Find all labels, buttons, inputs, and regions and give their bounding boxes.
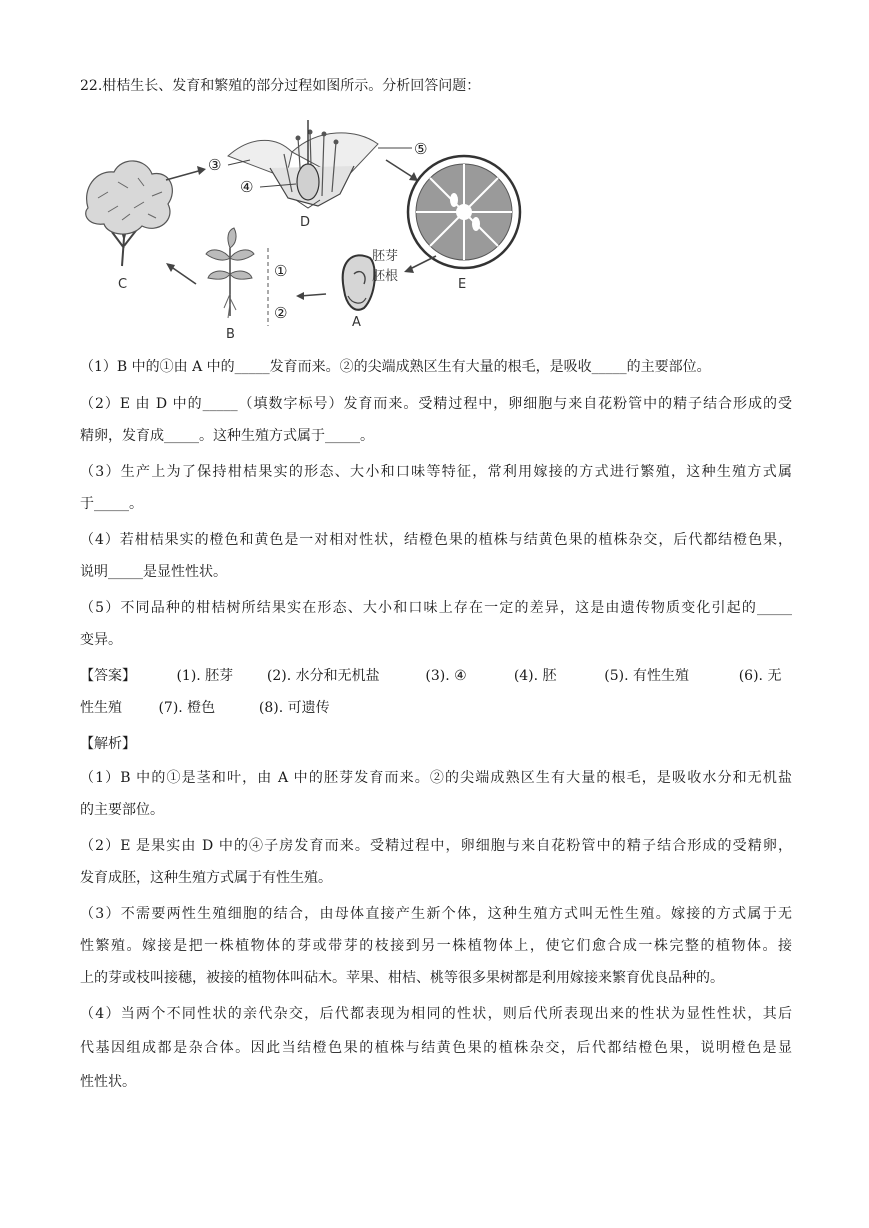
- answer-item-3: (3). ④: [425, 668, 467, 684]
- question-4-line-1: （4）若柑桔果实的橙色和黄色是一对相对性状，结橙色果的植株与结黄色果的植株杂交，后代都结橙色果，: [80, 532, 792, 548]
- answer-item-2: (2). 水分和无机盐: [266, 668, 380, 684]
- answer-item-1: (1). 胚芽: [176, 668, 234, 684]
- analysis-4-line-2: 代基因组成都是杂合体。因此当结橙色果的植株与结黄色果的植株杂交，后代都结橙色果，说明橙色是显: [80, 1040, 792, 1056]
- label-embryo-root: 胚根: [372, 269, 399, 284]
- label-e: E: [458, 277, 467, 292]
- label-a: A: [352, 315, 361, 330]
- answer-item-6: (6). 无: [738, 668, 782, 684]
- answer-item-4: (4). 胚: [513, 668, 557, 684]
- question-2-line-1: （2）E 由 D 中的_____（填数字标号）发育而来。受精过程中，卵细胞与来自花粉管中的精子结合形成的受: [80, 396, 792, 412]
- question-3-line-2: 于_____。: [80, 496, 143, 512]
- analysis-3-line-2: 性繁殖。嫁接是把一株植物体的芽或带芽的枝接到另一株植物体上，使它们愈合成一株完整的植物体。接: [80, 938, 792, 954]
- analysis-4-line-1: （4）当两个不同性状的亲代杂交，后代都表现为相同的性状，则后代所表现出来的性状为显性性状，其后: [80, 1006, 792, 1022]
- seed-illustration: [343, 255, 375, 309]
- answer-item-8: (8). 可遗传: [258, 700, 330, 716]
- answer-item-6-cont: 性生殖: [80, 700, 122, 716]
- citrus-life-cycle-figure: [78, 108, 548, 340]
- seedling-illustration: [206, 228, 268, 326]
- analysis-2-line-1: （2）E 是果实由 D 中的④子房发育而来。受精过程中，卵细胞与来自花粉管中的精子结合形成的受精卵，: [80, 838, 792, 854]
- answer-line-2: [80, 698, 792, 718]
- analysis-4-line-3: 性性状。: [80, 1074, 136, 1090]
- analysis-1-line-2: 的主要部位。: [80, 802, 164, 818]
- analysis-3-line-1: （3）不需要两性生殖细胞的结合，由母体直接产生新个体，这种生殖方式叫无性生殖。嫁接的方式属于无: [80, 906, 792, 922]
- question-2-line-2: 精卵，发育成_____。这种生殖方式属于_____。: [80, 428, 374, 444]
- question-5-line-2: 变异。: [80, 632, 122, 648]
- analysis-2-line-2: 发育成胚，这种生殖方式属于有性生殖。: [80, 870, 332, 886]
- tree-illustration: [86, 161, 173, 266]
- question-title: 22.柑桔生长、发育和繁殖的部分过程如图所示。分析回答问题：: [80, 78, 481, 94]
- label-n3: ③: [208, 156, 222, 174]
- question-1: （1）B 中的①由 A 中的_____发育而来。②的尖端成熟区生有大量的根毛，是吸收_____的主要部位。: [80, 359, 711, 375]
- label-c: C: [118, 277, 128, 292]
- label-n1: ①: [274, 262, 288, 280]
- question-4-line-2: 说明_____是显性性状。: [80, 564, 227, 580]
- answer-item-5: (5). 有性生殖: [604, 668, 689, 684]
- label-n2: ②: [274, 304, 288, 322]
- analysis-1-line-1: （1）B 中的①是茎和叶，由 A 中的胚芽发育而来。②的尖端成熟区生有大量的根毛，是吸收水分和无机盐: [80, 770, 792, 786]
- analysis-label: 【解析】: [80, 736, 136, 752]
- answer-line-1: [80, 666, 792, 686]
- question-3-line-1: （3）生产上为了保持柑桔果实的形态、大小和口味等特征，常利用嫁接的方式进行繁殖，这种生殖方式属: [80, 464, 792, 480]
- analysis-3-line-3: 上的芽或枝叫接穗，被接的植物体叫砧木。苹果、柑桔、桃等很多果树都是利用嫁接来繁育优良品种的。: [80, 970, 724, 986]
- label-n5: ⑤: [414, 140, 428, 158]
- label-embryo-bud: 胚芽: [372, 249, 399, 264]
- label-n4: ④: [240, 178, 254, 196]
- fruit-illustration: [408, 156, 520, 268]
- answer-label: 【答案】: [80, 668, 136, 684]
- answer-item-7: (7). 橙色: [158, 700, 216, 716]
- life-cycle-diagram: [78, 108, 548, 340]
- question-5-line-1: （5）不同品种的柑桔树所结果实在形态、大小和口味上存在一定的差异，这是由遗传物质变化引起的_____: [80, 600, 792, 616]
- label-d: D: [300, 215, 311, 230]
- label-b: B: [226, 327, 235, 340]
